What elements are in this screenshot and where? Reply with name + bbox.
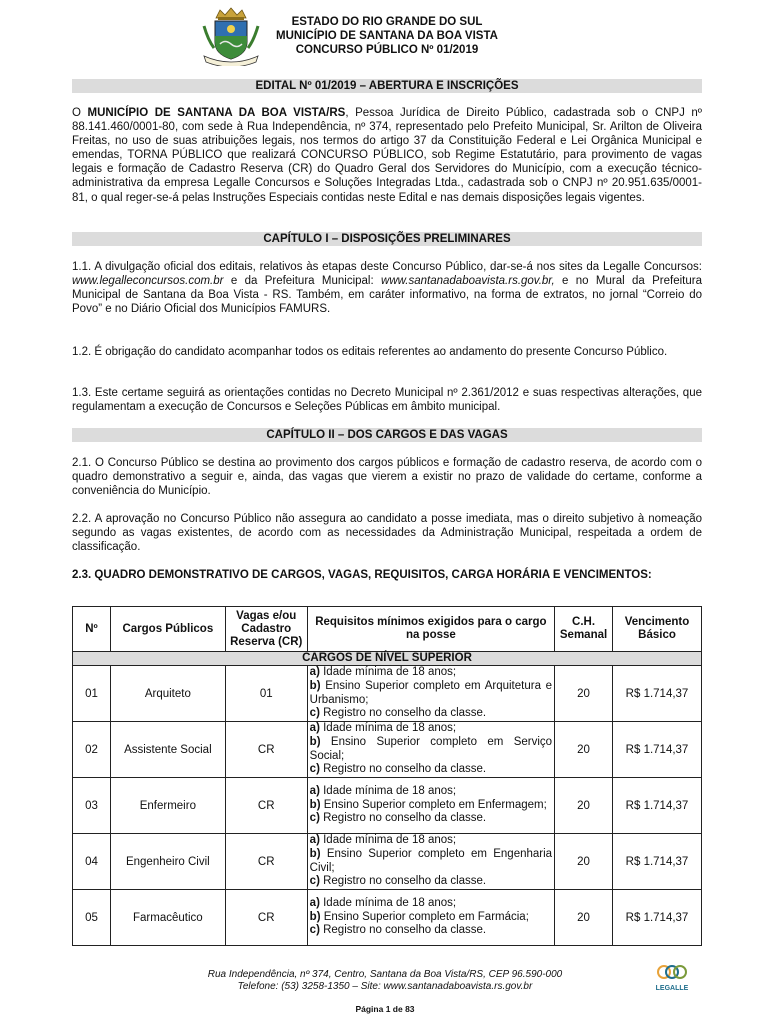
intro-paragraph: O MUNICÍPIO DE SANTANA DA BOA VISTA/RS, Pessoa Jurídica de Direito Público, cadastrada sob o CNPJ nº 88.141.460/0001-80, com sede à Rua Independência, nº 374, representado pelo Prefeito Municipal, Sr. Arilton de Oliveira Freitas, no uso de suas atribuições legais, nos termos do artigo 37 da Constituição Federal e Lei Orgânica Municipal e emendas, TORNA PÚBLICO que realizará CONCURSO PÚBLICO, sob Regime Estatutário, para provimento de vagas legais e formação de Cadastro Reserva (CR) do Quadro Geral dos Servidores do Município, com a execução técnico-administrativa da empresa Legalle Concursos e Soluções Integradas Ltda., cadastrada sob o CNPJ nº 20.951.635/0001-81, o qual reger-se-á pelas Instruções Especiais contidas neste Edital e nas demais disposições legais vigentes. [72, 107, 702, 204]
cell-position: Enfermeiro [110, 778, 225, 834]
cell-position: Arquiteto [110, 666, 225, 722]
table-row [73, 890, 702, 946]
header-number: Nº [73, 607, 111, 652]
requirement-a: a) Idade mínima de 18 anos; [309, 784, 457, 797]
footer-address: Rua Independência, nº 374, Centro, Santana da Boa Vista/RS, CEP 96.590-000 [207, 969, 563, 980]
cell-weekly-hours: 20 [555, 778, 613, 834]
requirement-c: c) Registro no conselho da classe. [309, 875, 487, 888]
requirement-b: b) Ensino Superior completo em Farmácia; [309, 910, 529, 923]
cell-position: Farmacêutico [110, 890, 225, 946]
edital-title: EDITAL Nº 01/2019 – ABERTURA E INSCRIÇÕES [72, 79, 702, 93]
paragraph-1-2: 1.2. É obrigação do candidato acompanhar todos os editais referentes ao andamento do presente Concurso Público. [72, 346, 668, 358]
legalle-link[interactable]: www.legalleconcursos.com.br [72, 275, 224, 288]
cell-number: 03 [73, 778, 111, 834]
cell-vacancies: CR [225, 722, 307, 778]
chapter1-title: CAPÍTULO I – DISPOSIÇÕES PRELIMINARES [72, 232, 702, 246]
cell-salary: R$ 1.714,37 [613, 834, 702, 890]
cell-requirements [307, 722, 554, 778]
cell-salary: R$ 1.714,37 [613, 778, 702, 834]
header-vacancies: Vagas e/ou Cadastro Reserva (CR) [225, 607, 307, 652]
prefeitura-link[interactable]: www.santanadaboavista.rs.gov.br, [381, 275, 555, 288]
requirement-b: b) Ensino Superior completo em Arquitetura e Urbanismo; [309, 679, 553, 706]
section-row [73, 652, 702, 666]
requirement-b: b) Ensino Superior completo em Enfermagem; [309, 798, 547, 811]
cell-number: 02 [73, 722, 111, 778]
cell-weekly-hours: 20 [555, 722, 613, 778]
paragraph-2-3-heading: 2.3. QUADRO DEMONSTRATIVO DE CARGOS, VAGAS, REQUISITOS, CARGA HORÁRIA E VENCIMENTOS: [72, 569, 652, 581]
cell-weekly-hours: 20 [555, 666, 613, 722]
footer-contact: Telefone: (53) 3258-1350 – Site: www.santanadaboavista.rs.gov.br [237, 981, 533, 992]
section-title: CARGOS DE NÍVEL SUPERIOR [73, 652, 702, 666]
paragraph-2-1: 2.1. O Concurso Público se destina ao provimento dos cargos públicos e formação de cadastro reserva, de acordo com o quadro demonstrativo a seguir e, ainda, das vagas que vierem a existir no prazo de validade do certame, conforme a conveniência do Município. [72, 457, 702, 498]
header-salary: Vencimento Básico [613, 607, 702, 652]
requirement-a: a) Idade mínima de 18 anos; [309, 834, 457, 847]
table-header-row [73, 607, 702, 652]
requirement-b: b) Ensino Superior completo em Engenharia Civil; [309, 847, 553, 874]
page-number: Página 1 de 83 [355, 1004, 415, 1014]
cell-number: 04 [73, 834, 111, 890]
cell-salary: R$ 1.714,37 [613, 666, 702, 722]
header-position: Cargos Públicos [110, 607, 225, 652]
header-requirements: Requisitos mínimos exigidos para o cargo na posse [307, 607, 554, 652]
paragraph-1-3: 1.3. Este certame seguirá as orientações contidas no Decreto Municipal nº 2.361/2012 e suas respectivas alterações, que regulamentam a execução de Concursos e Seleções Públicas em âmbito municipal. [72, 387, 702, 414]
cell-number: 05 [73, 890, 111, 946]
cell-number: 01 [73, 666, 111, 722]
header-state: ESTADO DO RIO GRANDE DO SUL [291, 16, 483, 28]
requirement-c: c) Registro no conselho da classe. [309, 924, 487, 937]
cell-position: Engenheiro Civil [110, 834, 225, 890]
cell-requirements [307, 890, 554, 946]
legalle-logo-icon [650, 960, 694, 1000]
cell-position: Assistente Social [110, 722, 225, 778]
paragraph-2-2: 2.2. A aprovação no Concurso Público não assegura ao candidato a posse imediata, mas o direito subjetivo à nomeação segundo as vagas existentes, de acordo com as necessidades da Administração Municipal, respeitada a ordem de classificação. [72, 513, 702, 554]
requirement-b: b) Ensino Superior completo em Serviço Social; [309, 735, 553, 762]
cell-weekly-hours: 20 [555, 890, 613, 946]
header-municipality: MUNICÍPIO DE SANTANA DA BOA VISTA [276, 30, 498, 42]
cell-vacancies: CR [225, 890, 307, 946]
cell-vacancies: 01 [225, 666, 307, 722]
table-row [73, 834, 702, 890]
positions-table [72, 606, 702, 946]
municipal-crest-icon [198, 6, 264, 66]
chapter2-title: CAPÍTULO II – DOS CARGOS E DAS VAGAS [72, 428, 702, 442]
requirement-a: a) Idade mínima de 18 anos; [309, 666, 457, 679]
table-row [73, 722, 702, 778]
requirement-a: a) Idade mínima de 18 anos; [309, 896, 457, 909]
requirement-c: c) Registro no conselho da classe. [309, 707, 487, 720]
cell-requirements [307, 666, 554, 722]
cell-vacancies: CR [225, 834, 307, 890]
paragraph-1-1: 1.1. A divulgação oficial dos editais, relativos às etapas deste Concurso Público, dar-se-á nos sites da Legalle Concursos: www.legalleconcursos.com.br e da Prefeitura Municipal: www.santanadaboavista.rs.gov.br, e no Mural da Prefeitura Municipal de Santana da Boa Vista - RS. Também, em caráter informativo, na forma de extratos, no jornal “Correio do Povo” e no Diário Oficial dos Municípios FAMURS. [72, 261, 702, 316]
logo-text: LEGALLE [655, 985, 689, 992]
cell-requirements [307, 834, 554, 890]
cell-vacancies: CR [225, 778, 307, 834]
header-contest: CONCURSO PÚBLICO Nº 01/2019 [295, 44, 479, 56]
cell-salary: R$ 1.714,37 [613, 722, 702, 778]
requirement-c: c) Registro no conselho da classe. [309, 812, 487, 825]
cell-weekly-hours: 20 [555, 834, 613, 890]
table-row [73, 778, 702, 834]
requirement-a: a) Idade mínima de 18 anos; [309, 722, 457, 735]
table-row [73, 666, 702, 722]
document-header [262, 15, 512, 57]
header-weekly-hours: C.H. Semanal [555, 607, 613, 652]
cell-salary: R$ 1.714,37 [613, 890, 702, 946]
cell-requirements [307, 778, 554, 834]
requirement-c: c) Registro no conselho da classe. [309, 763, 487, 776]
